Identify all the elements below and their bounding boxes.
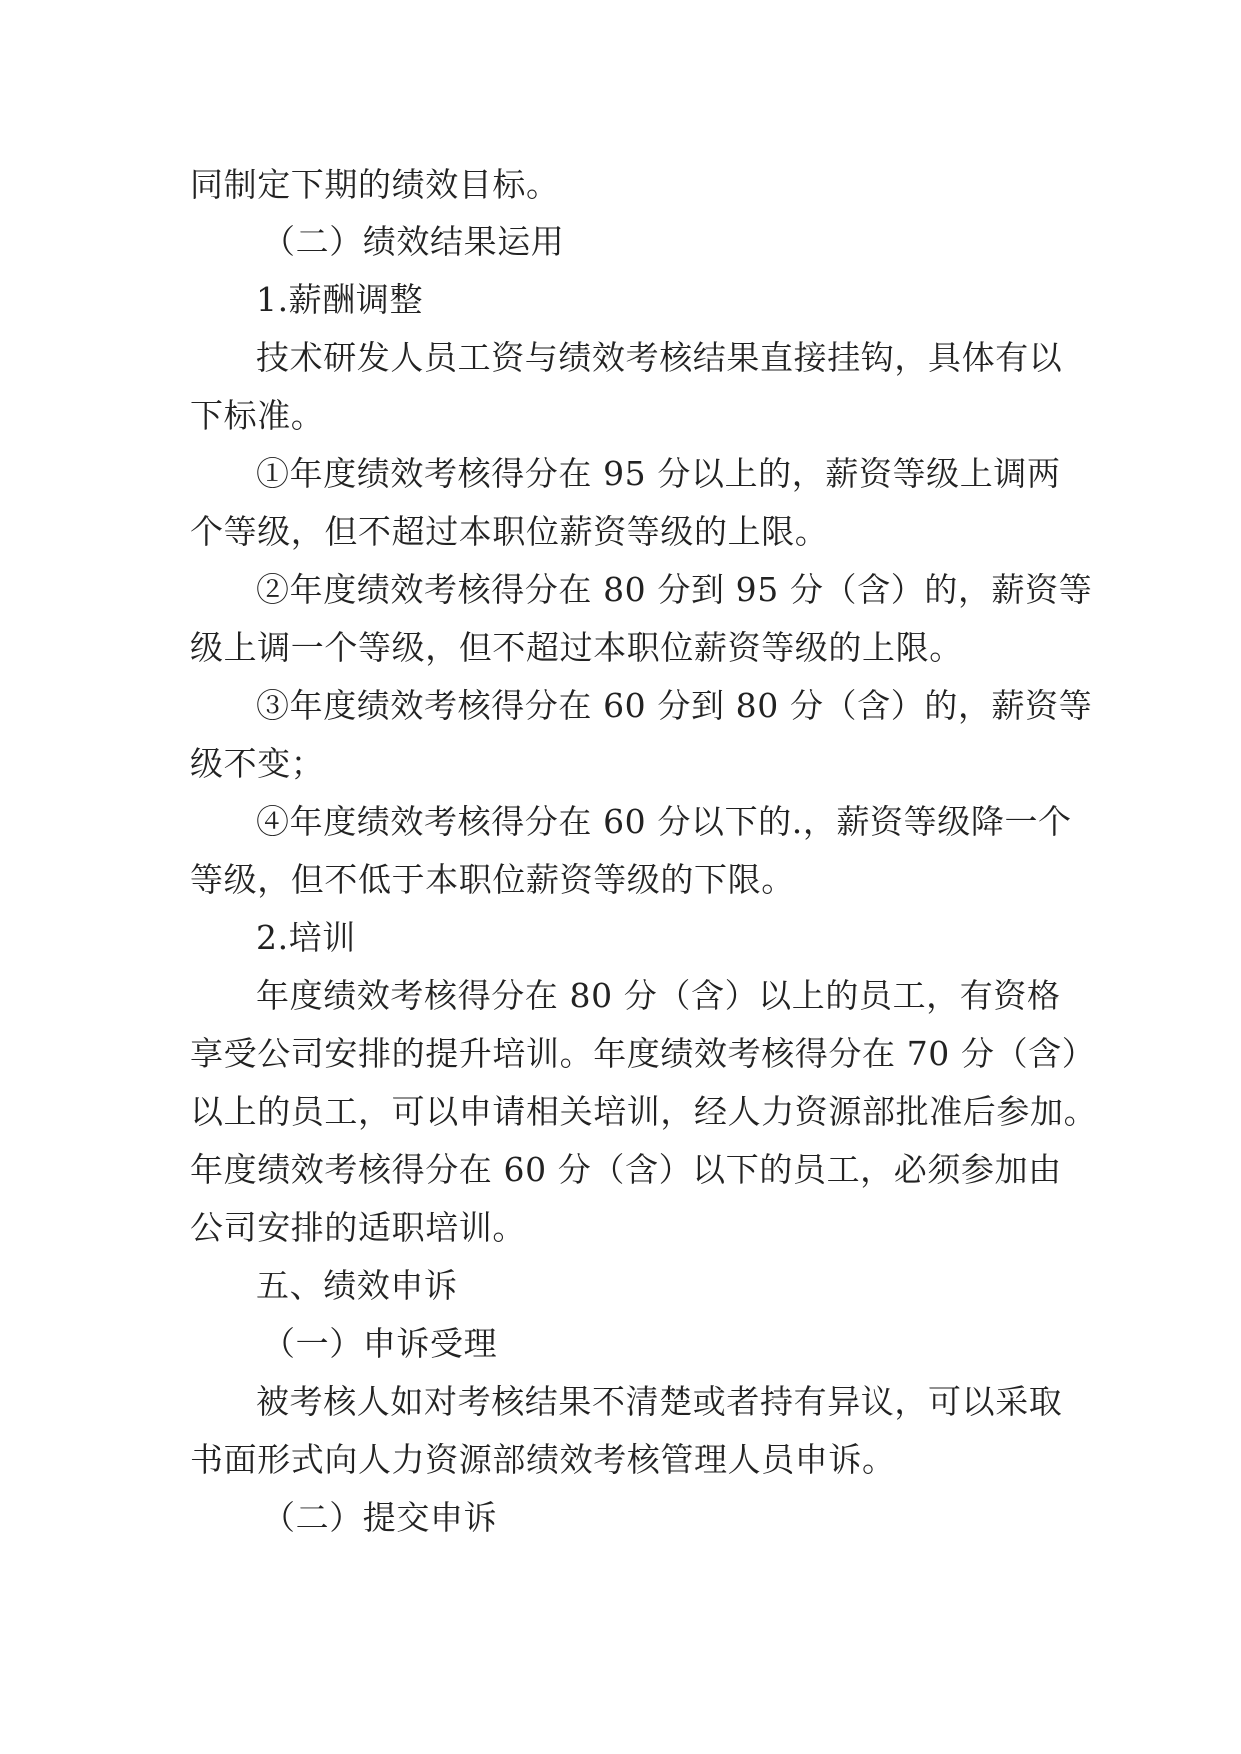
list-item-line: ③年度绩效考核得分在 60 分到 80 分（含）的，薪资等 [256, 686, 1093, 725]
subsection-heading: 1.薪酬调整 [256, 280, 424, 319]
paragraph-line: 同制定下期的绩效目标。 [190, 165, 560, 204]
paragraph-line: 年度绩效考核得分在 60 分（含）以下的员工，必须参加由 [190, 1150, 1062, 1189]
paragraph-line: 下标准。 [190, 396, 325, 435]
subsection-heading: （二）提交申诉 [262, 1498, 498, 1537]
paragraph-line: 以上的员工，可以申请相关培训，经人力资源部批准后参加。 [190, 1092, 1098, 1131]
subsection-heading: （一）申诉受理 [262, 1324, 498, 1363]
paragraph-line: 年度绩效考核得分在 80 分（含）以上的员工，有资格 [256, 976, 1061, 1015]
paragraph-line: 书面形式向人力资源部绩效考核管理人员申诉。 [190, 1440, 896, 1479]
list-item-line: ②年度绩效考核得分在 80 分到 95 分（含）的，薪资等 [256, 570, 1093, 609]
section-heading: 五、绩效申诉 [256, 1266, 458, 1305]
list-item-line: 级上调一个等级，但不超过本职位薪资等级的上限。 [190, 628, 963, 667]
paragraph-line: 公司安排的适职培训。 [190, 1208, 526, 1247]
list-item-line: 个等级，但不超过本职位薪资等级的上限。 [190, 512, 829, 551]
list-item-line: ④年度绩效考核得分在 60 分以下的.，薪资等级降一个 [256, 802, 1072, 841]
list-item-line: 级不变； [190, 744, 325, 783]
section-heading: （二）绩效结果运用 [262, 222, 565, 261]
list-item-line: 等级，但不低于本职位薪资等级的下限。 [190, 860, 795, 899]
subsection-heading: 2.培训 [256, 918, 356, 957]
paragraph-line: 技术研发人员工资与绩效考核结果直接挂钩，具体有以 [256, 338, 1063, 377]
list-item-line: ①年度绩效考核得分在 95 分以上的，薪资等级上调两 [256, 454, 1061, 493]
paragraph-line: 被考核人如对考核结果不清楚或者持有异议，可以采取 [256, 1382, 1063, 1421]
paragraph-line: 享受公司安排的提升培训。年度绩效考核得分在 70 分（含） [190, 1034, 1096, 1073]
